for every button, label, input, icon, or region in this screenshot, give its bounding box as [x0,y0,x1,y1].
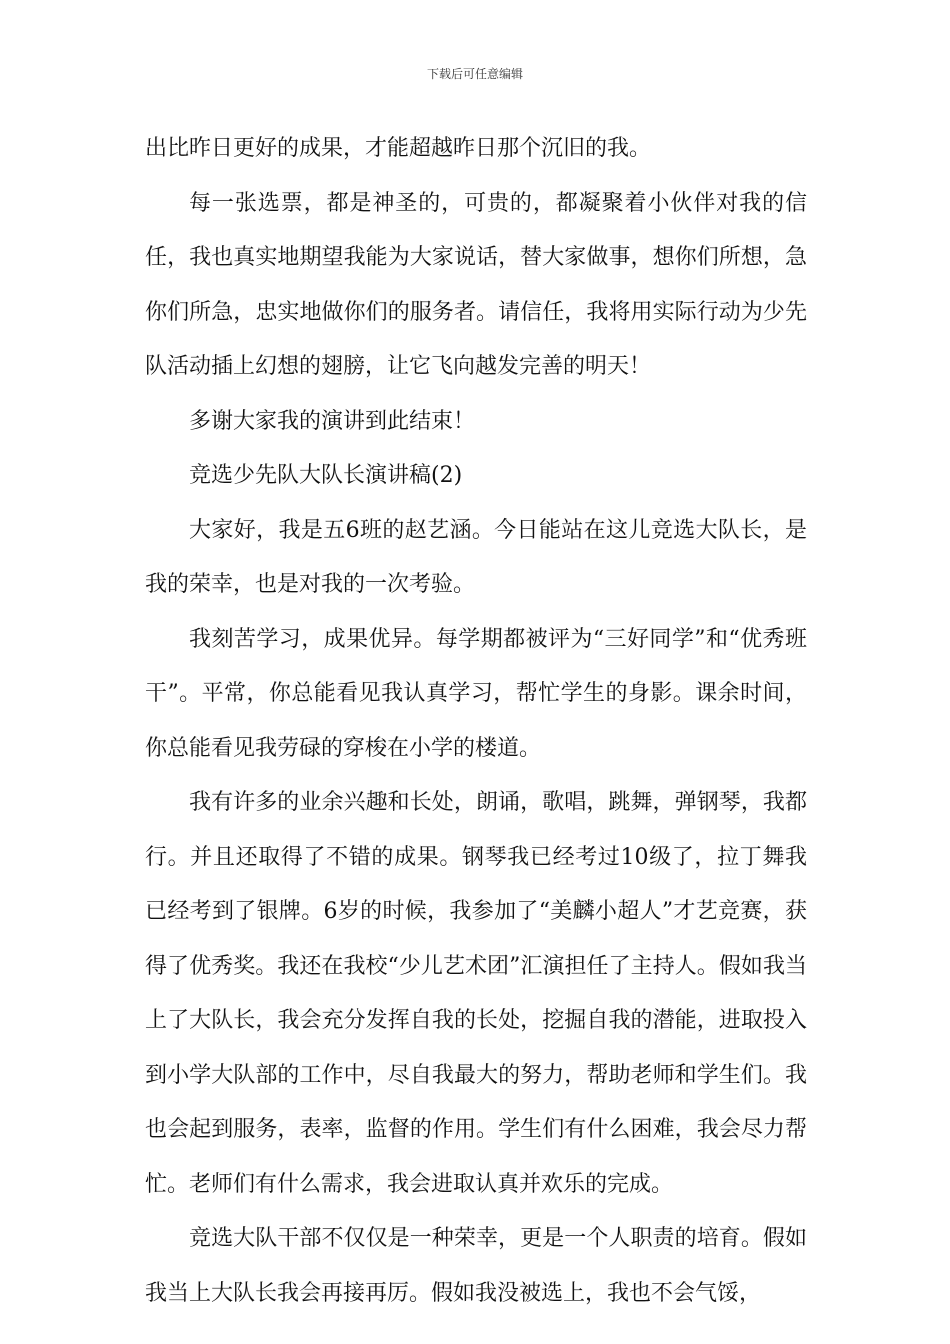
section-title: 竞选少先队大队长演讲稿(2) [189,463,463,488]
paragraph-hobbies: 我有许多的业余兴趣和长处，朗诵，歌唱，跳舞，弹钢琴，我都行。并且还取得了不错的成果。钢琴我已经考过10级了，拉丁舞我已经考到了银牌。6岁的时候，我参加了“美麟小超人”才艺竞赛，获得了优秀奖。我还在我校“少儿艺术团”汇演担任了主持人。假如我当上了大队长，我会充分发挥自我的长处，挖掘自我的潜能，进取投入到小学大队部的工作中，尽自我最大的努力，帮助老师和学生们。我也会起到服务，表率，监督的作用。学生们有什么困难，我会尽力帮忙。老师们有什么需求，我会进取认真并欢乐的完成。 [145,790,807,1197]
paragraph-closing: 竞选大队干部不仅仅是一种荣幸，更是一个人职责的培育。假如我当上大队长我会再接再厉。假如我没被选上，我也不会气馁， [145,1226,807,1306]
paragraph-thanks: 多谢大家我的演讲到此结束！ [189,408,476,434]
document-body [145,122,807,1321]
paragraph-study: 我刻苦学习，成果优异。每学期都被评为“三好同学”和“优秀班干”。平常，你总能看见我认真学习，帮忙学生的身影。课余时间，你总能看见我劳碌的穿梭在小学的楼道。 [145,626,807,761]
paragraph-continuation: 出比昨日更好的成果，才能超越昨日那个沉旧的我。 [145,136,652,161]
paragraph-greeting: 大家好，我是五6班的赵艺涵。今日能站在这儿竞选大队长，是我的荣幸，也是对我的一次考验。 [145,517,807,597]
paragraph-ballot: 每一张选票，都是神圣的，可贵的，都凝聚着小伙伴对我的信任，我也真实地期望我能为大家说话，替大家做事，想你们所想，急你们所急，忠实地做你们的服务者。请信任，我将用实际行动为少先队活动插上幻想的翅膀，让它飞向越发完善的明天！ [145,190,807,379]
page-header: 下载后可任意编辑 [426,67,523,81]
